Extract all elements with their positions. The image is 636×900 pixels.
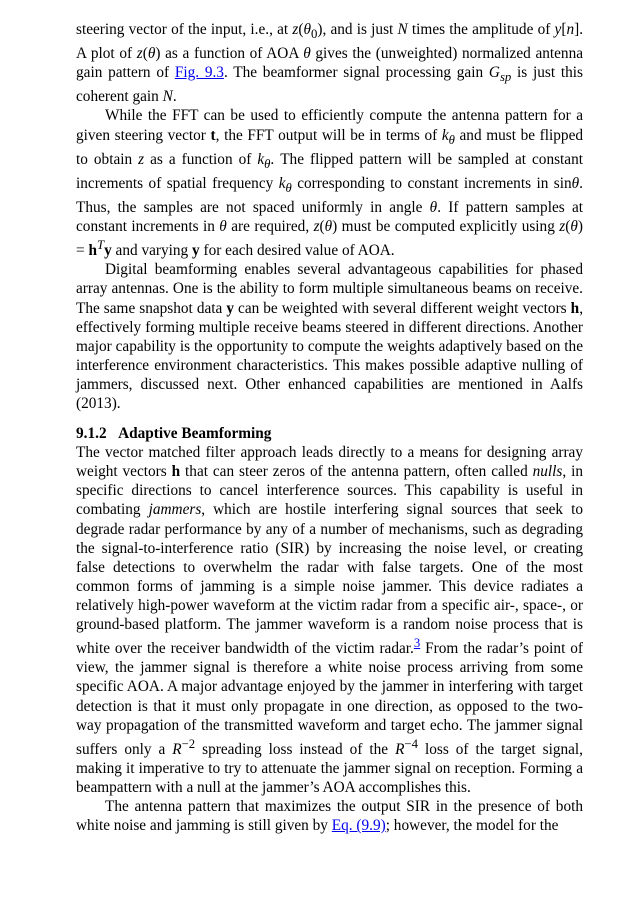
section-number: 9.1.2 [76,425,107,443]
document-page [76,20,583,835]
paragraph-antenna-pattern: The antenna pattern that maximizes the output SIR in the presence of both white noise and jamming is still given by Eq. (9.9); however, the model for the [76,798,583,835]
section-heading [76,424,583,443]
paragraph-steering-vector: steering vector of the input, i.e., at $z(\theta_0)$, and is just N times the amplitude of y[n]. A plot of z(θ) as a function of AOA θ gives the (unweighted) normalized antenna gain pattern of Fig. 9.3. The beamformer signal processing gain $G_{sp}$ is just this coherent gain N. [76,21,584,106]
footnote-link[interactable]: 3 [413,636,421,651]
paragraph-digital-beamforming: Digital beamforming enables several advantageous capabilities for phased array antennas. One is the ability to form multiple simultaneous beams on receive. The same snapshot data y can be weighted with several different weight vectors h, effectively forming multiple receive beams steered in different directions. Another major capability is the opportunity to compute the weights adaptively based on the interference environment characteristics. This makes possible adaptive nulling of jammers, discussed next. Other enhanced capabilities are mentioned in Aalfs (2013). [76,261,584,413]
paragraph-fft: While the FFT can be used to efficiently compute the antenna pattern for a given steering vector t, the FFT output will be in terms of $k_\theta$ and must be flipped to obtain z as a function of $k_\theta$. The flipped pattern will be sampled at constant increments of spatial frequency $k_\theta$ corresponding to constant increments in sinθ. Thus, the samples are not spaced uniformly in angle θ. If pattern samples at constant increments in θ are required, z(θ) must be computed explicitly using $z(\theta) = h^Ty$ and varying y for each desired value of AOA. [76,107,584,260]
equation-link[interactable]: Eq. (9.9) [331,817,386,835]
section-title: Adaptive Beamforming [118,425,272,443]
figure-link[interactable]: Fig. 9.3 [174,64,224,82]
paragraph-adaptive-beamforming: The vector matched filter approach leads directly to a means for designing array weight vectors h that can steer zeros of the antenna pattern, often called nulls, in specific directions to cancel interference sources. This capability is useful in combating jammers, which are hostile interfering signal sources that seek to degrade radar performance by any of a number of mechanisms, such as degrading the signal-to-interference ratio (SIR) by increasing the noise level, or creating false detections to overwhelm the radar with false targets. One of the most common forms of jamming is a simple noise jammer. This device radiates a relatively high-power waveform at the victim radar from a specific air-, space-, or ground-based platform. The jammer waveform is a random noise process that is white over the receiver bandwidth of the victim radar.$^3$ From the radar’s point of view, the jammer signal is therefore a white noise process arriving from some specific AOA. A major advantage enjoyed by the jammer in interfering with target detection is that it must only propagate in one direction, as opposed to the two-way propagation of the transmitted waveform and target echo. The jammer signal suffers only a $R^{-2}$ spreading loss instead of the $R^{-4}$ loss of the target signal, making it imperative to try to attenuate the jammer signal on reception. Forming a beampattern with a null at the jammer’s AOA accomplishes this. [76,444,584,796]
